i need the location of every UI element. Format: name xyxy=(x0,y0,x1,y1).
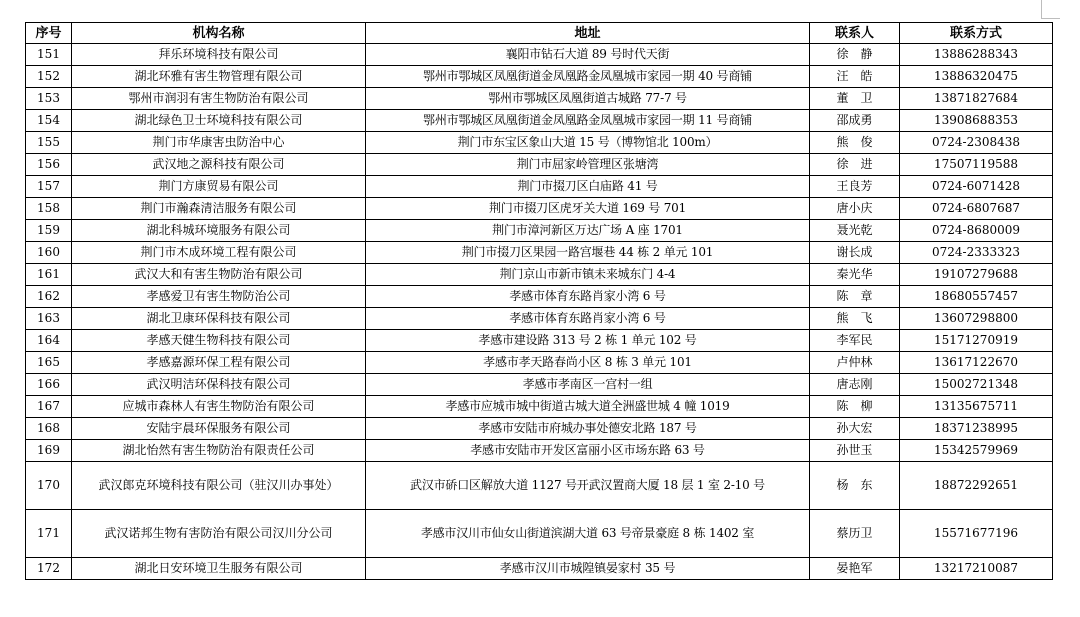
cell-contact: 卢仲林 xyxy=(810,352,900,374)
table-row xyxy=(26,352,1053,374)
header-address: 地址 xyxy=(366,23,810,44)
cell-address: 孝感市应城市城中街道古城大道全洲盛世城 4 幢 1019 xyxy=(366,396,810,418)
cell-contact: 秦光华 xyxy=(810,264,900,286)
cell-phone: 15171270919 xyxy=(900,330,1053,352)
table-row xyxy=(26,330,1053,352)
cell-phone: 0724-2333323 xyxy=(900,242,1053,264)
cell-address: 孝感市孝天路春尚小区 8 栋 3 单元 101 xyxy=(366,352,810,374)
cell-org-name: 武汉地之源科技有限公司 xyxy=(72,154,366,176)
cell-org-name: 荆门市木成环境工程有限公司 xyxy=(72,242,366,264)
table-row xyxy=(26,110,1053,132)
cell-org-name: 湖北怡然有害生物防治有限责任公司 xyxy=(72,440,366,462)
cell-contact: 董 卫 xyxy=(810,88,900,110)
cell-contact: 杨 东 xyxy=(810,462,900,510)
cell-contact: 陈 章 xyxy=(810,286,900,308)
cell-org-name: 武汉大和有害生物防治有限公司 xyxy=(72,264,366,286)
cell-org-name: 荆门方康贸易有限公司 xyxy=(72,176,366,198)
cell-contact: 晏艳军 xyxy=(810,558,900,580)
cell-org-name: 拜乐环境科技有限公司 xyxy=(72,44,366,66)
cell-phone: 18680557457 xyxy=(900,286,1053,308)
cell-phone: 0724-8680009 xyxy=(900,220,1053,242)
cell-address: 孝感市体育东路肖家小湾 6 号 xyxy=(366,308,810,330)
cell-phone: 13617122670 xyxy=(900,352,1053,374)
cell-address: 武汉市硚口区解放大道 1127 号开武汉置商大厦 18 层 1 室 2-10 号 xyxy=(366,462,810,510)
cell-phone: 13871827684 xyxy=(900,88,1053,110)
cell-org-name: 安陆宇晨环保服务有限公司 xyxy=(72,418,366,440)
cell-phone: 15002721348 xyxy=(900,374,1053,396)
cell-contact: 李军民 xyxy=(810,330,900,352)
table-row xyxy=(26,198,1053,220)
cell-contact: 唐志刚 xyxy=(810,374,900,396)
cell-address: 襄阳市钻石大道 89 号时代天街 xyxy=(366,44,810,66)
cell-seq: 160 xyxy=(26,242,72,264)
cell-seq: 164 xyxy=(26,330,72,352)
cell-org-name: 武汉郎克环境科技有限公司（驻汉川办事处） xyxy=(72,462,366,510)
cell-seq: 168 xyxy=(26,418,72,440)
cell-phone: 13607298800 xyxy=(900,308,1053,330)
table-row xyxy=(26,88,1053,110)
cell-phone: 0724-2308438 xyxy=(900,132,1053,154)
cell-contact: 孙世玉 xyxy=(810,440,900,462)
table-row xyxy=(26,308,1053,330)
cell-seq: 165 xyxy=(26,352,72,374)
cell-phone: 0724-6071428 xyxy=(900,176,1053,198)
cell-address: 荆门市掇刀区果园一路宫堰巷 44 栋 2 单元 101 xyxy=(366,242,810,264)
cell-address: 孝感市安陆市开发区富丽小区市场东路 63 号 xyxy=(366,440,810,462)
cell-org-name: 鄂州市润羽有害生物防治有限公司 xyxy=(72,88,366,110)
cell-org-name: 武汉明洁环保科技有限公司 xyxy=(72,374,366,396)
cell-seq: 171 xyxy=(26,510,72,558)
cell-org-name: 孝感天健生物科技有限公司 xyxy=(72,330,366,352)
cell-seq: 154 xyxy=(26,110,72,132)
cell-org-name: 孝感爱卫有害生物防治公司 xyxy=(72,286,366,308)
cell-seq: 151 xyxy=(26,44,72,66)
header-phone: 联系方式 xyxy=(900,23,1053,44)
cell-address: 孝感市安陆市府城办事处德安北路 187 号 xyxy=(366,418,810,440)
cell-contact: 谢长成 xyxy=(810,242,900,264)
cell-contact: 徐 静 xyxy=(810,44,900,66)
cell-contact: 徐 进 xyxy=(810,154,900,176)
cell-contact: 熊 飞 xyxy=(810,308,900,330)
cell-phone: 15571677196 xyxy=(900,510,1053,558)
cell-seq: 163 xyxy=(26,308,72,330)
cell-seq: 167 xyxy=(26,396,72,418)
header-org-name: 机构名称 xyxy=(72,23,366,44)
cell-seq: 153 xyxy=(26,88,72,110)
cell-seq: 155 xyxy=(26,132,72,154)
header-contact: 联系人 xyxy=(810,23,900,44)
cell-org-name: 湖北卫康环保科技有限公司 xyxy=(72,308,366,330)
cell-phone: 13135675711 xyxy=(900,396,1053,418)
table-header-row xyxy=(26,23,1053,44)
cell-contact: 邵成勇 xyxy=(810,110,900,132)
table-row xyxy=(26,44,1053,66)
cell-seq: 172 xyxy=(26,558,72,580)
cell-address: 孝感市体育东路肖家小湾 6 号 xyxy=(366,286,810,308)
cell-address: 鄂州市鄂城区凤凰街道古城路 77-7 号 xyxy=(366,88,810,110)
cell-phone: 13217210087 xyxy=(900,558,1053,580)
table-row xyxy=(26,558,1053,580)
table-row xyxy=(26,154,1053,176)
table-row xyxy=(26,264,1053,286)
cell-org-name: 湖北日安环境卫生服务有限公司 xyxy=(72,558,366,580)
cell-phone: 15342579969 xyxy=(900,440,1053,462)
table-row xyxy=(26,510,1053,558)
cell-address: 鄂州市鄂城区凤凰街道金凤凰路金凤凰城市家园一期 11 号商铺 xyxy=(366,110,810,132)
cell-phone: 0724-6807687 xyxy=(900,198,1053,220)
table-row xyxy=(26,440,1053,462)
cell-address: 孝感市汉川市仙女山街道滨湖大道 63 号帝景豪庭 8 栋 1402 室 xyxy=(366,510,810,558)
table-body xyxy=(26,44,1053,580)
cell-address: 荆门市东宝区象山大道 15 号（博物馆北 100m） xyxy=(366,132,810,154)
cell-seq: 161 xyxy=(26,264,72,286)
cell-contact: 熊 俊 xyxy=(810,132,900,154)
cell-address: 荆门市屈家岭管理区张塘湾 xyxy=(366,154,810,176)
cell-contact: 王良芳 xyxy=(810,176,900,198)
cell-contact: 蔡历卫 xyxy=(810,510,900,558)
cell-phone: 17507119588 xyxy=(900,154,1053,176)
table-row xyxy=(26,374,1053,396)
cell-address: 荆门市掇刀区白庙路 41 号 xyxy=(366,176,810,198)
cell-contact: 聂光乾 xyxy=(810,220,900,242)
cell-contact: 孙大宏 xyxy=(810,418,900,440)
table-row xyxy=(26,66,1053,88)
cell-address: 孝感市建设路 313 号 2 栋 1 单元 102 号 xyxy=(366,330,810,352)
cell-org-name: 湖北科城环境服务有限公司 xyxy=(72,220,366,242)
cell-org-name: 武汉诺邦生物有害防治有限公司汉川分公司 xyxy=(72,510,366,558)
table-row xyxy=(26,176,1053,198)
cell-seq: 152 xyxy=(26,66,72,88)
cell-contact: 陈 柳 xyxy=(810,396,900,418)
table-row xyxy=(26,286,1053,308)
cell-seq: 159 xyxy=(26,220,72,242)
cell-org-name: 荆门市瀚森清洁服务有限公司 xyxy=(72,198,366,220)
cell-phone: 13908688353 xyxy=(900,110,1053,132)
cell-phone: 13886288343 xyxy=(900,44,1053,66)
cell-seq: 157 xyxy=(26,176,72,198)
cell-seq: 166 xyxy=(26,374,72,396)
header-seq: 序号 xyxy=(26,23,72,44)
table-row xyxy=(26,132,1053,154)
cell-address: 孝感市汉川市城隍镇晏家村 35 号 xyxy=(366,558,810,580)
cell-phone: 18371238995 xyxy=(900,418,1053,440)
table-row xyxy=(26,220,1053,242)
cell-seq: 158 xyxy=(26,198,72,220)
cell-address: 荆门市掇刀区虎牙关大道 169 号 701 xyxy=(366,198,810,220)
cell-phone: 13886320475 xyxy=(900,66,1053,88)
cell-contact: 汪 皓 xyxy=(810,66,900,88)
cell-address: 荆门市漳河新区万达广场 A 座 1701 xyxy=(366,220,810,242)
cell-seq: 170 xyxy=(26,462,72,510)
cell-address: 鄂州市鄂城区凤凰街道金凤凰路金凤凰城市家园一期 40 号商铺 xyxy=(366,66,810,88)
cell-org-name: 湖北绿色卫士环境科技有限公司 xyxy=(72,110,366,132)
table-row xyxy=(26,462,1053,510)
cell-org-name: 湖北环雅有害生物管理有限公司 xyxy=(72,66,366,88)
cell-org-name: 孝感嘉源环保工程有限公司 xyxy=(72,352,366,374)
table-row xyxy=(26,242,1053,264)
cell-phone: 18872292651 xyxy=(900,462,1053,510)
cell-org-name: 应城市森林人有害生物防治有限公司 xyxy=(72,396,366,418)
cell-seq: 162 xyxy=(26,286,72,308)
organization-table xyxy=(25,22,1053,580)
cell-org-name: 荆门市华康害虫防治中心 xyxy=(72,132,366,154)
cell-phone: 19107279688 xyxy=(900,264,1053,286)
page-corner-mark xyxy=(1041,0,1060,19)
cell-address: 荆门京山市新市镇未来城东门 4-4 xyxy=(366,264,810,286)
table-row xyxy=(26,418,1053,440)
cell-address: 孝感市孝南区一宫村一组 xyxy=(366,374,810,396)
cell-seq: 169 xyxy=(26,440,72,462)
table-row xyxy=(26,396,1053,418)
cell-seq: 156 xyxy=(26,154,72,176)
cell-contact: 唐小庆 xyxy=(810,198,900,220)
